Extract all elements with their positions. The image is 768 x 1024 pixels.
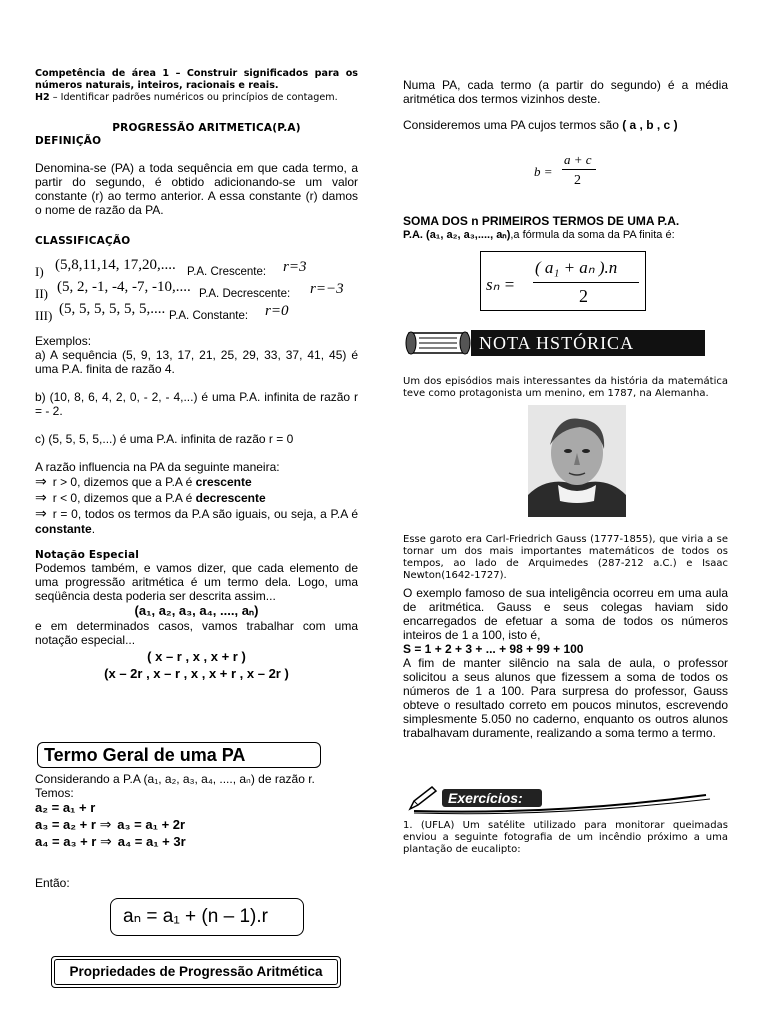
class-label: P.A. Decrescente: bbox=[199, 288, 291, 300]
gauss-portrait bbox=[528, 405, 626, 517]
b-formula-den: 2 bbox=[574, 173, 581, 188]
notacao-text: Podemos também, e vamos dizer, que cada elemento de uma progressão aritmética é um termo dela. Logo, uma seqüência desta poderia ser descrita assim... bbox=[35, 561, 358, 603]
termo-geral-title: Termo Geral de uma PA bbox=[44, 745, 246, 765]
class-roman: III) bbox=[35, 308, 53, 323]
sn-den: 2 bbox=[579, 286, 588, 306]
portrait-icon bbox=[528, 405, 626, 517]
propriedades-box bbox=[51, 956, 341, 988]
gauss-text: Esse garoto era Carl-Friedrich Gauss (1777-1855), que viria a se tornar um dos mais importantes matemáticos de todos os tempos, ao lado de Arquimedes (287-212 a.C.) e Isaac Newton(1642-1727). bbox=[403, 534, 728, 581]
temos-label: Temos: bbox=[35, 786, 74, 800]
competencia-text: Competência de área 1 – Construir significados para os números naturais, inteiros, racionais e reais. bbox=[35, 68, 358, 91]
implies-icon: ⇒ bbox=[99, 833, 112, 849]
exemplo-famoso-text: O exemplo famoso de sua inteligência ocorreu em uma aula de aritmética. Gauss e seus colegas haviam sido encarregados de efetuar a soma de todos os números inteiros de 1 a 100, isto é, bbox=[403, 586, 728, 642]
soma-s: S = 1 + 2 + 3 + ... + 98 + 99 + 100 bbox=[403, 642, 584, 656]
notacao-formula-2: (x – 2r , x – r , x , x + r , x – 2r ) bbox=[104, 666, 289, 681]
soma-title: SOMA DOS n PRIMEIROS TERMOS DE UMA P.A. bbox=[403, 214, 680, 228]
class-roman: I) bbox=[35, 264, 44, 279]
classificacao-list bbox=[35, 257, 358, 323]
formula-geral-box bbox=[110, 898, 304, 936]
soma-section bbox=[403, 214, 728, 241]
nota-historica-banner bbox=[405, 327, 705, 359]
exercicios-banner bbox=[406, 785, 716, 815]
implies-icon: ⇒ bbox=[35, 489, 47, 505]
class-r: r=3 bbox=[283, 259, 307, 275]
class-row bbox=[35, 257, 365, 279]
left-column bbox=[35, 68, 358, 681]
class-seq: (5, 2, -1, -4, -7, -10,.... bbox=[57, 279, 191, 295]
right-column bbox=[403, 78, 728, 132]
scroll-icon bbox=[405, 327, 471, 359]
termo-geral-box bbox=[37, 742, 321, 768]
media-text: Numa PA, cada termo (a partir do segundo) é a média aritmética dos termos vizinhos deste. bbox=[403, 78, 728, 106]
eq-row: a₃ = a₂ + r ⇒ a₃ = a₁ + 2r bbox=[35, 816, 186, 832]
exercicios-label-bg bbox=[442, 789, 542, 807]
notacao-formula-1: ( x – r , x , x + r ) bbox=[147, 649, 246, 664]
exemplo-b: b) (10, 8, 6, 4, 2, 0, - 2, - 4,...) é uma P.A. infinita de razão r = - 2. bbox=[35, 390, 358, 418]
class-label: P.A. Constante: bbox=[169, 310, 249, 322]
classificacao-title: CLASSIFICAÇÃO bbox=[35, 235, 131, 247]
b-formula-num: a + c bbox=[564, 152, 592, 167]
pencil-icon bbox=[408, 785, 438, 811]
competencia-header bbox=[35, 68, 358, 104]
class-roman: II) bbox=[35, 286, 48, 301]
implies-icon: ⇒ bbox=[99, 816, 112, 832]
razao-item: ⇒ r = 0, todos os termos da P.A são iguais, ou seja, a P.A é constante. bbox=[35, 505, 358, 536]
formula-geral: aₙ = a₁ + (n – 1).r bbox=[123, 906, 268, 927]
b-formula-lhs: b = bbox=[534, 164, 553, 179]
class-r: r=0 bbox=[265, 303, 289, 319]
exercicios-label: Exercícios: bbox=[448, 790, 523, 806]
notacao-seq: (a₁, a₂, a₃, a₄, ...., aₙ) bbox=[134, 603, 259, 618]
eq-row: a₄ = a₃ + r ⇒ a₄ = a₁ + 3r bbox=[35, 833, 186, 849]
razao-list bbox=[35, 474, 358, 537]
entao-label: Então: bbox=[35, 876, 70, 890]
nota-label-bg bbox=[471, 330, 705, 356]
exemplo-a: a) A sequência (5, 9, 13, 17, 21, 25, 29, 33, 37, 41, 45) é uma P.A. finita de razão 4. bbox=[35, 348, 358, 376]
razao-intro: A razão influencia na PA da seguinte maneira: bbox=[35, 460, 280, 474]
implies-icon: ⇒ bbox=[35, 473, 47, 489]
fraction-bar bbox=[562, 169, 596, 170]
sn-formula-box bbox=[480, 251, 646, 311]
nota-label: NOTA HSTÓRICA bbox=[479, 333, 635, 353]
h2-label: H2 bbox=[35, 92, 50, 103]
propriedades-title: Propriedades de Progressão Aritmética bbox=[69, 964, 323, 979]
termo-geral-section bbox=[35, 772, 358, 890]
termo-geral-intro: Considerando a P.A (a₁, a₂, a₃, a₄, ...., aₙ) de razão r. bbox=[35, 772, 315, 786]
fraction-bar bbox=[533, 282, 639, 283]
h2-text: – Identificar padrões numéricos ou princípios de contagem. bbox=[49, 92, 338, 103]
soma-subtitle: P.A. (a₁, a₂, a₃,...., aₙ),a fórmula da soma da PA finita é: bbox=[403, 229, 675, 241]
definicao-title: DEFINIÇÃO bbox=[35, 135, 102, 147]
episodio-text: Um dos episódios mais interessantes da história da matemática teve como protagonista um menino, em 1787, na Alemanha. bbox=[403, 376, 728, 399]
b-formula bbox=[534, 152, 614, 192]
razao-item: ⇒ r > 0, dizemos que a P.A é crescente bbox=[35, 473, 252, 489]
notacao-title: Notação Especial bbox=[35, 549, 140, 561]
definicao-text: Denomina-se (PA) a toda sequência em que cada termo, a partir do segundo, é obtido adicionando-se um valor constante (r) ao termo anterior. A essa constante (r) damos o nome de razão da PA. bbox=[35, 161, 358, 217]
class-r: r=−3 bbox=[310, 281, 344, 297]
implies-icon: ⇒ bbox=[35, 505, 47, 521]
fim-text: A fim de manter silêncio na sala de aula, o professor solicitou a seus alunos que fizessem a soma de todos os números de 1 a 100. Para surpresa do professor, Gauss obteve o resultado correto em poucos minutos, escrevendo simplesmente 5.050 no caderno, enquanto os outros alunos trabalhavam duramente, realizando a soma termo a termo. bbox=[403, 656, 728, 740]
exercicio-1: 1. (UFLA) Um satélite utilizado para monitorar queimadas enviou a seguinte fotografia de um incêndio próximo a uma plantação de eucalipto: bbox=[403, 820, 728, 855]
sn-lhs: sₙ = bbox=[486, 275, 516, 294]
class-row bbox=[35, 301, 365, 323]
eq-row: a₂ = a₁ + r bbox=[35, 800, 96, 815]
notacao-text2: e em determinados casos, vamos trabalhar com uma notação especial... bbox=[35, 619, 358, 647]
exemplo-famoso-section bbox=[403, 586, 728, 740]
sn-num: ( a₁ + aₙ ).n bbox=[535, 258, 618, 277]
class-seq: (5,8,11,14, 17,20,.... bbox=[55, 257, 176, 273]
class-label: P.A. Crescente: bbox=[187, 266, 267, 278]
razao-item: ⇒ r < 0, dizemos que a P.A é decrescente bbox=[35, 489, 266, 505]
eq-list bbox=[35, 800, 358, 850]
pa-title: PROGRESSÃO ARITMETICA(P.A) bbox=[112, 122, 301, 134]
propriedades-inner bbox=[54, 959, 338, 985]
class-seq: (5, 5, 5, 5, 5, 5,.... bbox=[59, 301, 166, 317]
class-row bbox=[35, 279, 365, 301]
consideremos-text: Consideremos uma PA cujos termos são ( a , b , c ) bbox=[403, 118, 678, 132]
exemplos-title: Exemplos: bbox=[35, 334, 92, 348]
exemplo-c: c) (5, 5, 5, 5,...) é uma P.A. infinita de razão r = 0 bbox=[35, 432, 294, 446]
